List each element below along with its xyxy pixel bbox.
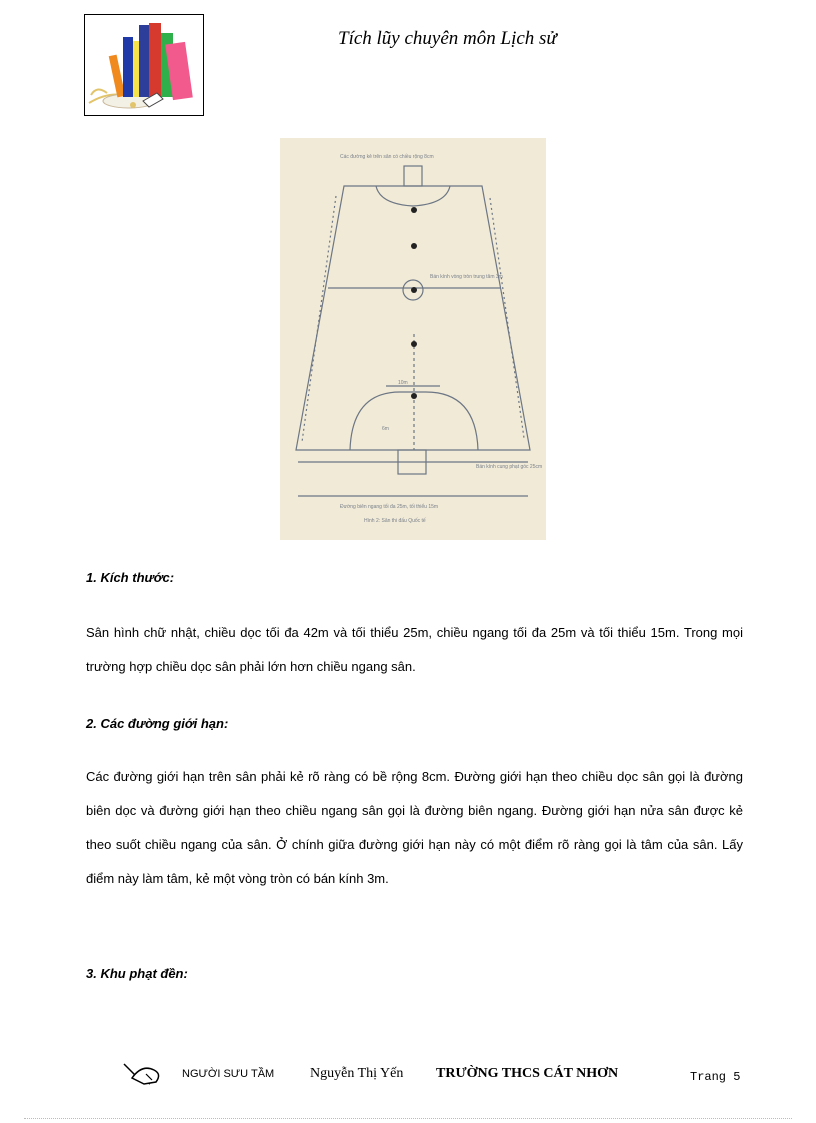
section-paragraph: Các đường giới hạn trên sân phải kẻ rõ ràng có bề rộng 8cm. Đường giới hạn theo chiều dọc sân gọi là đường biên dọc và đường giới hạn theo chiều ngang sân gọi là đường biên ngang. Đường giới hạn nửa sân được kẻ theo suốt chiều ngang của sân. Ở chính giữa đường giới hạn này có một điểm rõ ràng gọi là tâm của sân. Lấy điểm này làm tâm, kẻ một vòng tròn có bán kính 3m. bbox=[86, 769, 743, 886]
author-name: Nguyễn Thị Yến bbox=[310, 1066, 404, 1081]
label-mark: 10m bbox=[398, 380, 408, 386]
page-number: Trang 5 bbox=[690, 1070, 741, 1084]
section-paragraph: Sân hình chữ nhật, chiều dọc tối đa 42m và tối thiểu 25m, chiều ngang tối đa 25m và tối thiểu 15m. Trong mọi trường hợp chiều dọc sân phải lớn hơn chiều ngang sân. bbox=[86, 625, 743, 674]
header-title: Tích lũy chuyên môn Lịch sử bbox=[338, 28, 557, 49]
school-name: TRƯỜNG THCS CÁT NHƠN bbox=[436, 1066, 619, 1081]
label-corner: Bán kính cung phạt góc 25cm bbox=[476, 464, 543, 470]
label-top: Các đường kẻ trên sân có chiều rộng 8cm bbox=[340, 154, 434, 160]
label-center: Bán kính vòng tròn trung tâm 3m bbox=[430, 274, 503, 280]
section-heading: 3. Khu phạt đền: bbox=[86, 966, 188, 981]
court-lines bbox=[296, 166, 530, 496]
pen-icon bbox=[122, 1060, 166, 1093]
label-bottom: Đường biên ngang tối đa 25m, tối thiểu 15m bbox=[340, 504, 439, 510]
figure-caption: Hình 2: Sân thi đấu Quốc tế bbox=[364, 518, 426, 524]
section-heading: 2. Các đường giới hạn: bbox=[86, 716, 229, 731]
collector-label: NGƯỜI SƯU TẦM bbox=[182, 1068, 275, 1080]
court-diagram bbox=[280, 138, 546, 540]
section-heading: 1. Kích thước: bbox=[86, 570, 175, 585]
books-logo bbox=[84, 14, 204, 116]
footer-divider bbox=[24, 1118, 792, 1119]
label-penalty: 6m bbox=[382, 426, 389, 432]
